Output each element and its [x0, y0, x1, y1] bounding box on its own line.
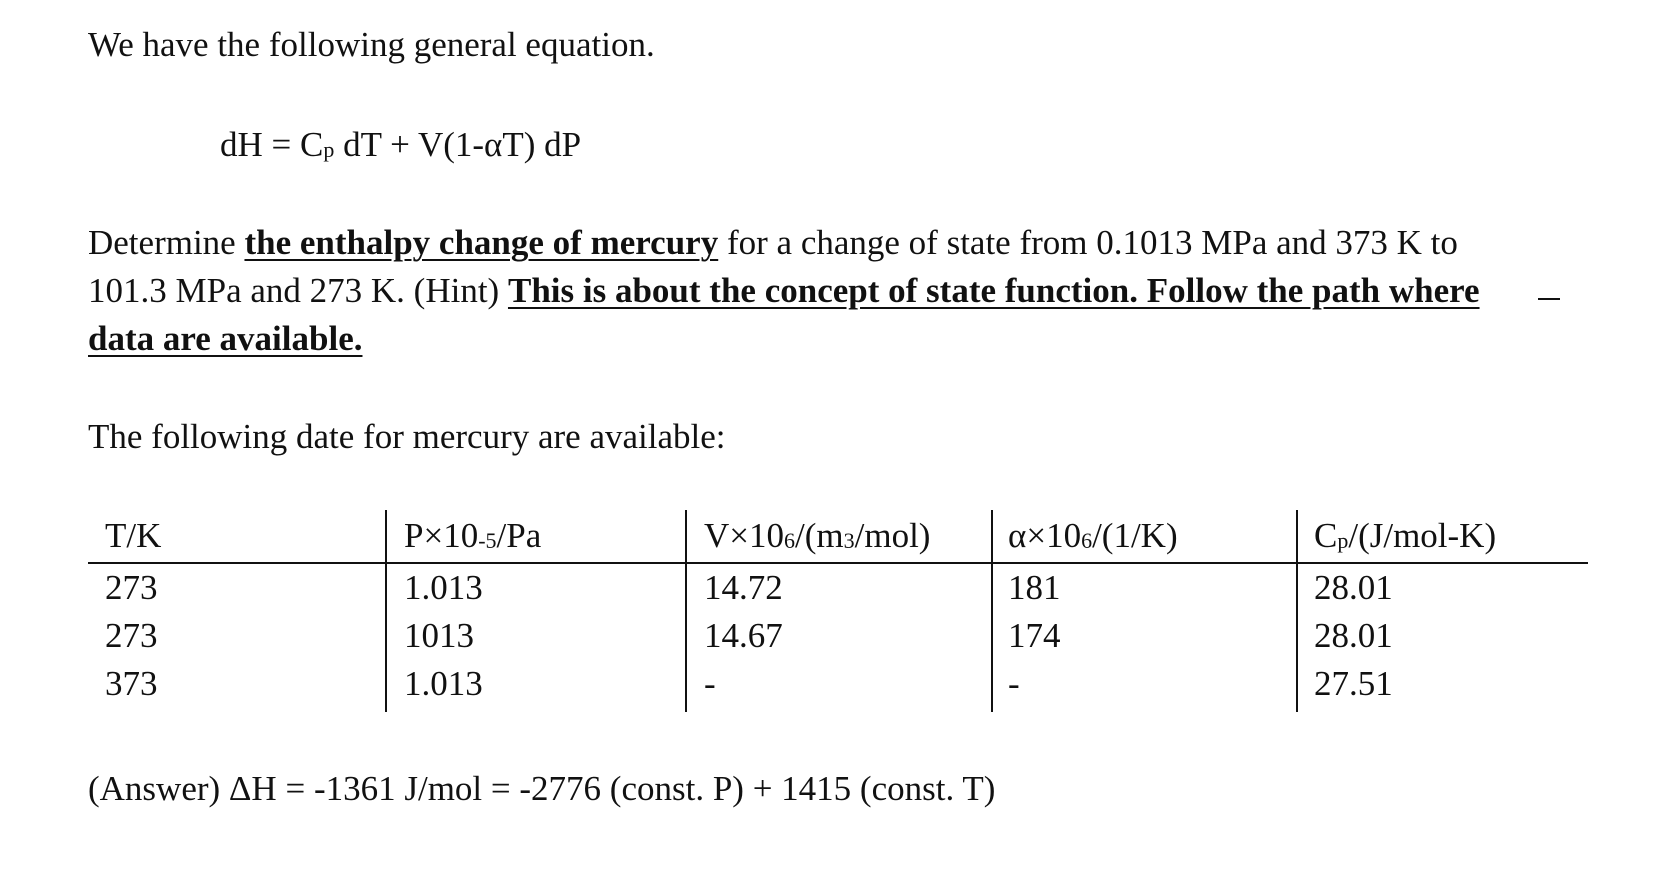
answer-text: (Answer) ΔH = -1361 J/mol = -2776 (const. P) + 1415 (const. T)	[88, 769, 996, 808]
table-cell: 14.67	[704, 616, 783, 655]
table-cell: 174	[1008, 616, 1061, 655]
table-column-divider	[1296, 510, 1298, 712]
question-line-1	[88, 225, 1458, 260]
table-cell: 273	[105, 616, 158, 655]
table-cell: 14.72	[704, 568, 783, 607]
table-cell: 28.01	[1314, 568, 1393, 607]
question-line-2	[88, 273, 1480, 308]
table-header-alpha: $\alpha\times 10_6/(1/K)$	[1008, 516, 1178, 555]
table-cell: 28.01	[1314, 616, 1393, 655]
question-emphasis: the enthalpy change of mercury	[244, 223, 719, 262]
question-line-3	[88, 321, 362, 356]
table-column-divider	[991, 510, 993, 712]
table-column-divider	[685, 510, 687, 712]
table-header-t: T/K	[105, 516, 162, 555]
equation-rhs: dT + V(1-αT) dP	[334, 125, 582, 164]
general-equation	[220, 127, 581, 162]
equation-cp-subscript: p	[323, 137, 335, 162]
table-cell: 181	[1008, 568, 1061, 607]
table-cell: 27.51	[1314, 664, 1393, 703]
table-header-v: $V\times 10_6/(m_3/mol)$	[704, 516, 931, 555]
table-header-p: $P\times 10_{-5}/Pa$	[404, 516, 542, 555]
question-part1: Determine	[88, 223, 245, 262]
table-cell: 1.013	[404, 568, 483, 607]
table-cell: 1013	[404, 616, 474, 655]
table-header-rule	[88, 562, 1588, 564]
table-cell: -	[704, 664, 716, 703]
table-cell: -	[1008, 664, 1020, 703]
table-cell: 373	[105, 664, 158, 703]
table-cell: 273	[105, 568, 158, 607]
intro-text: We have the following general equation.	[88, 25, 655, 64]
table-column-divider	[385, 510, 387, 712]
question-part2: for a change of state from 0.1013 MPa and 373 K to	[718, 223, 1458, 262]
equation-lhs: dH = C	[220, 125, 324, 164]
table-header-cp: $C_p/(J/mol-K)$	[1314, 516, 1497, 555]
mercury-data-table	[88, 510, 1588, 712]
hint-text-line2: This is about the concept of state function. Follow the path where	[507, 271, 1480, 310]
table-cell: 1.013	[404, 664, 483, 703]
question-line2-prefix: 101.3 MPa and 273 K. (Hint)	[88, 271, 508, 310]
hint-text-line3: data are available.	[88, 319, 363, 358]
data-intro-text: The following date for mercury are available:	[88, 417, 726, 456]
hint-underline-extension	[1538, 298, 1560, 300]
